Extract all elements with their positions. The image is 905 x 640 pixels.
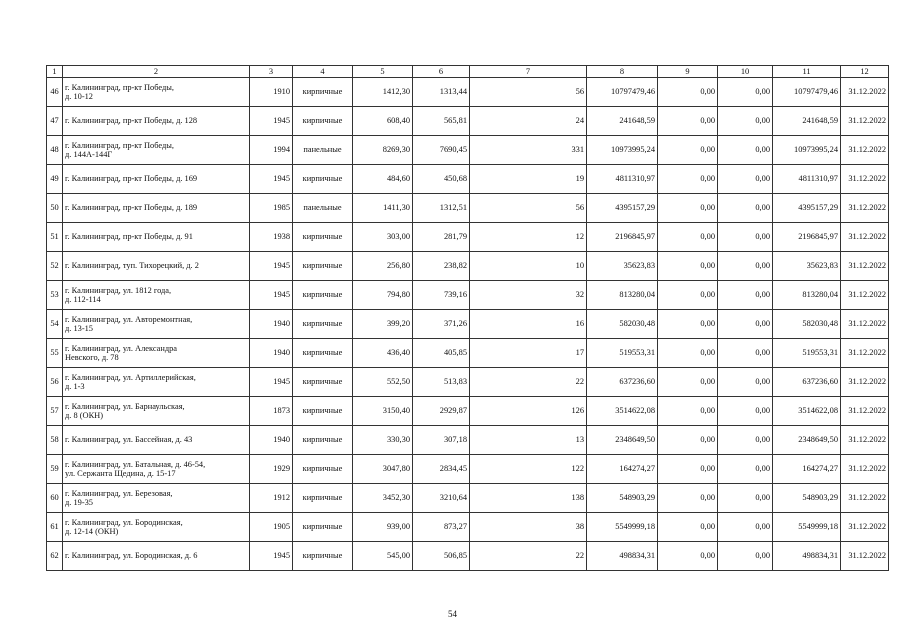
cell-living-area: 7690,45 — [413, 136, 470, 165]
cell-deadline-date: 31.12.2022 — [841, 426, 889, 455]
cell-year-built: 1945 — [250, 542, 293, 571]
cell-residents-count: 138 — [470, 484, 587, 513]
cell-cost-column-10: 0,00 — [718, 281, 773, 310]
cell-cost-column-11: 3514622,08 — [773, 397, 841, 426]
cell-living-area: 2834,45 — [413, 455, 470, 484]
table-row — [47, 136, 889, 165]
cell-cost-column-11: 4395157,29 — [773, 194, 841, 223]
cell-address: г. Калининград, пр-кт Победы, д. 128 — [63, 107, 250, 136]
cell-cost-column-10: 0,00 — [718, 107, 773, 136]
cell-living-area: 238,82 — [413, 252, 470, 281]
cell-deadline-date: 31.12.2022 — [841, 455, 889, 484]
cell-cost-column-9: 0,00 — [658, 484, 718, 513]
cell-row-number: 55 — [47, 339, 63, 368]
cell-cost-column-11: 637236,60 — [773, 368, 841, 397]
column-header: 10 — [718, 66, 773, 78]
cell-living-area: 1313,44 — [413, 78, 470, 107]
cell-residents-count: 22 — [470, 368, 587, 397]
cell-deadline-date: 31.12.2022 — [841, 194, 889, 223]
cell-living-area: 3210,64 — [413, 484, 470, 513]
cell-total-area: 1411,30 — [353, 194, 413, 223]
cell-residents-count: 126 — [470, 397, 587, 426]
cell-wall-material: кирпичные — [293, 252, 353, 281]
cell-row-number: 60 — [47, 484, 63, 513]
cell-total-area: 436,40 — [353, 339, 413, 368]
cell-total-cost: 498834,31 — [587, 542, 658, 571]
cell-row-number: 54 — [47, 310, 63, 339]
table-row — [47, 281, 889, 310]
cell-wall-material: кирпичные — [293, 107, 353, 136]
table-row — [47, 339, 889, 368]
cell-year-built: 1929 — [250, 455, 293, 484]
cell-year-built: 1905 — [250, 513, 293, 542]
cell-row-number: 47 — [47, 107, 63, 136]
cell-cost-column-10: 0,00 — [718, 165, 773, 194]
cell-row-number: 46 — [47, 78, 63, 107]
cell-cost-column-10: 0,00 — [718, 542, 773, 571]
cell-year-built: 1940 — [250, 339, 293, 368]
cell-cost-column-9: 0,00 — [658, 397, 718, 426]
cell-cost-column-9: 0,00 — [658, 339, 718, 368]
cell-cost-column-9: 0,00 — [658, 281, 718, 310]
table-row — [47, 455, 889, 484]
cell-cost-column-10: 0,00 — [718, 339, 773, 368]
cell-living-area: 506,85 — [413, 542, 470, 571]
cell-address: г. Калининград, ул. Батальная, д. 46-54, ул. Сержанта Щедина, д. 15-17 — [63, 455, 250, 484]
cell-residents-count: 122 — [470, 455, 587, 484]
cell-address: г. Калининград, ул. Березовая, д. 19-35 — [63, 484, 250, 513]
cell-total-cost: 519553,31 — [587, 339, 658, 368]
cell-total-cost: 10973995,24 — [587, 136, 658, 165]
cell-living-area: 307,18 — [413, 426, 470, 455]
cell-total-cost: 5549999,18 — [587, 513, 658, 542]
cell-address: г. Калининград, ул. Александра Невского, д. 78 — [63, 339, 250, 368]
cell-living-area: 405,85 — [413, 339, 470, 368]
cell-year-built: 1945 — [250, 368, 293, 397]
cell-cost-column-10: 0,00 — [718, 426, 773, 455]
cell-total-area: 939,00 — [353, 513, 413, 542]
cell-total-cost: 582030,48 — [587, 310, 658, 339]
cell-address: г. Калининград, пр-кт Победы, д. 189 — [63, 194, 250, 223]
cell-deadline-date: 31.12.2022 — [841, 513, 889, 542]
cell-year-built: 1945 — [250, 165, 293, 194]
column-header: 11 — [773, 66, 841, 78]
cell-address: г. Калининград, ул. Бородинская, д. 6 — [63, 542, 250, 571]
cell-cost-column-9: 0,00 — [658, 513, 718, 542]
cell-wall-material: панельные — [293, 136, 353, 165]
cell-address: г. Калининград, ул. Бассейная, д. 43 — [63, 426, 250, 455]
table-row — [47, 426, 889, 455]
cell-row-number: 61 — [47, 513, 63, 542]
cell-total-cost: 2348649,50 — [587, 426, 658, 455]
cell-cost-column-10: 0,00 — [718, 78, 773, 107]
cell-year-built: 1994 — [250, 136, 293, 165]
cell-total-cost: 4395157,29 — [587, 194, 658, 223]
cell-total-cost: 3514622,08 — [587, 397, 658, 426]
cell-deadline-date: 31.12.2022 — [841, 223, 889, 252]
cell-row-number: 53 — [47, 281, 63, 310]
cell-total-cost: 10797479,46 — [587, 78, 658, 107]
cell-cost-column-9: 0,00 — [658, 368, 718, 397]
cell-cost-column-11: 519553,31 — [773, 339, 841, 368]
cell-cost-column-10: 0,00 — [718, 194, 773, 223]
cell-deadline-date: 31.12.2022 — [841, 107, 889, 136]
cell-cost-column-9: 0,00 — [658, 223, 718, 252]
cell-cost-column-10: 0,00 — [718, 397, 773, 426]
cell-cost-column-10: 0,00 — [718, 252, 773, 281]
cell-residents-count: 56 — [470, 78, 587, 107]
cell-wall-material: кирпичные — [293, 281, 353, 310]
cell-residents-count: 38 — [470, 513, 587, 542]
column-header: 5 — [353, 66, 413, 78]
cell-total-area: 399,20 — [353, 310, 413, 339]
cell-row-number: 59 — [47, 455, 63, 484]
cell-year-built: 1938 — [250, 223, 293, 252]
cell-total-cost: 4811310,97 — [587, 165, 658, 194]
cell-wall-material: кирпичные — [293, 513, 353, 542]
cell-residents-count: 16 — [470, 310, 587, 339]
cell-deadline-date: 31.12.2022 — [841, 78, 889, 107]
cell-cost-column-9: 0,00 — [658, 310, 718, 339]
cell-address: г. Калининград, ул. Артиллерийская, д. 1-3 — [63, 368, 250, 397]
cell-residents-count: 331 — [470, 136, 587, 165]
cell-wall-material: кирпичные — [293, 484, 353, 513]
cell-cost-column-9: 0,00 — [658, 136, 718, 165]
registry-table — [46, 65, 889, 571]
cell-row-number: 50 — [47, 194, 63, 223]
table-row — [47, 194, 889, 223]
cell-living-area: 1312,51 — [413, 194, 470, 223]
cell-cost-column-11: 5549999,18 — [773, 513, 841, 542]
cell-cost-column-11: 4811310,97 — [773, 165, 841, 194]
column-header: 12 — [841, 66, 889, 78]
cell-total-area: 3452,30 — [353, 484, 413, 513]
cell-cost-column-11: 582030,48 — [773, 310, 841, 339]
table-row — [47, 252, 889, 281]
cell-residents-count: 17 — [470, 339, 587, 368]
cell-cost-column-11: 2348649,50 — [773, 426, 841, 455]
cell-total-cost: 2196845,97 — [587, 223, 658, 252]
cell-cost-column-10: 0,00 — [718, 310, 773, 339]
cell-address: г. Калининград, ул. 1812 года, д. 112-114 — [63, 281, 250, 310]
cell-total-cost: 637236,60 — [587, 368, 658, 397]
table-row — [47, 107, 889, 136]
cell-total-area: 3150,40 — [353, 397, 413, 426]
cell-year-built: 1910 — [250, 78, 293, 107]
cell-cost-column-9: 0,00 — [658, 107, 718, 136]
table-row — [47, 368, 889, 397]
cell-living-area: 2929,87 — [413, 397, 470, 426]
page-number: 54 — [448, 609, 457, 619]
cell-address: г. Калининград, ул. Барнаульская, д. 8 (ОКН) — [63, 397, 250, 426]
cell-year-built: 1945 — [250, 252, 293, 281]
cell-residents-count: 32 — [470, 281, 587, 310]
cell-cost-column-11: 2196845,97 — [773, 223, 841, 252]
cell-total-area: 545,00 — [353, 542, 413, 571]
cell-residents-count: 10 — [470, 252, 587, 281]
cell-year-built: 1940 — [250, 426, 293, 455]
cell-year-built: 1873 — [250, 397, 293, 426]
cell-deadline-date: 31.12.2022 — [841, 281, 889, 310]
cell-cost-column-11: 10973995,24 — [773, 136, 841, 165]
cell-cost-column-11: 10797479,46 — [773, 78, 841, 107]
cell-living-area: 873,27 — [413, 513, 470, 542]
cell-cost-column-10: 0,00 — [718, 136, 773, 165]
cell-total-area: 608,40 — [353, 107, 413, 136]
cell-total-cost: 813280,04 — [587, 281, 658, 310]
cell-row-number: 57 — [47, 397, 63, 426]
column-header: 2 — [63, 66, 250, 78]
cell-deadline-date: 31.12.2022 — [841, 397, 889, 426]
cell-cost-column-9: 0,00 — [658, 426, 718, 455]
cell-wall-material: кирпичные — [293, 397, 353, 426]
cell-row-number: 52 — [47, 252, 63, 281]
cell-cost-column-11: 813280,04 — [773, 281, 841, 310]
cell-deadline-date: 31.12.2022 — [841, 310, 889, 339]
cell-total-area: 256,80 — [353, 252, 413, 281]
cell-cost-column-9: 0,00 — [658, 165, 718, 194]
column-header: 4 — [293, 66, 353, 78]
cell-year-built: 1945 — [250, 281, 293, 310]
cell-cost-column-10: 0,00 — [718, 223, 773, 252]
cell-deadline-date: 31.12.2022 — [841, 165, 889, 194]
cell-wall-material: кирпичные — [293, 426, 353, 455]
cell-wall-material: кирпичные — [293, 223, 353, 252]
cell-deadline-date: 31.12.2022 — [841, 484, 889, 513]
cell-address: г. Калининград, пр-кт Победы, д. 91 — [63, 223, 250, 252]
cell-cost-column-9: 0,00 — [658, 542, 718, 571]
cell-row-number: 56 — [47, 368, 63, 397]
cell-address: г. Калининград, пр-кт Победы, д. 169 — [63, 165, 250, 194]
cell-address: г. Калининград, ул. Бородинская, д. 12-14 (ОКН) — [63, 513, 250, 542]
cell-cost-column-11: 241648,59 — [773, 107, 841, 136]
table-row — [47, 165, 889, 194]
cell-year-built: 1912 — [250, 484, 293, 513]
cell-deadline-date: 31.12.2022 — [841, 252, 889, 281]
cell-wall-material: кирпичные — [293, 310, 353, 339]
cell-living-area: 371,26 — [413, 310, 470, 339]
column-header: 8 — [587, 66, 658, 78]
cell-address: г. Калининград, ул. Авторемонтная, д. 13-15 — [63, 310, 250, 339]
table-row — [47, 484, 889, 513]
cell-residents-count: 24 — [470, 107, 587, 136]
cell-wall-material: кирпичные — [293, 455, 353, 484]
cell-row-number: 62 — [47, 542, 63, 571]
cell-address: г. Калининград, пр-кт Победы, д. 10-12 — [63, 78, 250, 107]
cell-living-area: 565,81 — [413, 107, 470, 136]
cell-deadline-date: 31.12.2022 — [841, 368, 889, 397]
cell-total-cost: 241648,59 — [587, 107, 658, 136]
cell-address: г. Калининград, пр-кт Победы, д. 144А-144Г — [63, 136, 250, 165]
cell-cost-column-9: 0,00 — [658, 252, 718, 281]
cell-row-number: 51 — [47, 223, 63, 252]
cell-wall-material: кирпичные — [293, 78, 353, 107]
cell-year-built: 1985 — [250, 194, 293, 223]
cell-cost-column-11: 498834,31 — [773, 542, 841, 571]
cell-wall-material: кирпичные — [293, 339, 353, 368]
header-row — [47, 66, 889, 78]
table-row — [47, 513, 889, 542]
cell-cost-column-9: 0,00 — [658, 78, 718, 107]
table-row — [47, 223, 889, 252]
cell-total-area: 794,80 — [353, 281, 413, 310]
cell-total-area: 552,50 — [353, 368, 413, 397]
cell-cost-column-9: 0,00 — [658, 194, 718, 223]
table-body — [47, 78, 889, 571]
cell-living-area: 513,83 — [413, 368, 470, 397]
cell-total-area: 484,60 — [353, 165, 413, 194]
cell-cost-column-11: 35623,83 — [773, 252, 841, 281]
table-row — [47, 78, 889, 107]
cell-deadline-date: 31.12.2022 — [841, 542, 889, 571]
cell-wall-material: кирпичные — [293, 542, 353, 571]
table-row — [47, 542, 889, 571]
cell-living-area: 281,79 — [413, 223, 470, 252]
column-header: 1 — [47, 66, 63, 78]
cell-address: г. Калининград, туп. Тихорецкий, д. 2 — [63, 252, 250, 281]
cell-total-area: 8269,30 — [353, 136, 413, 165]
column-header: 7 — [470, 66, 587, 78]
cell-cost-column-10: 0,00 — [718, 368, 773, 397]
cell-total-area: 1412,30 — [353, 78, 413, 107]
cell-total-area: 330,30 — [353, 426, 413, 455]
cell-living-area: 450,68 — [413, 165, 470, 194]
cell-wall-material: кирпичные — [293, 165, 353, 194]
cell-total-cost: 164274,27 — [587, 455, 658, 484]
cell-deadline-date: 31.12.2022 — [841, 136, 889, 165]
cell-row-number: 49 — [47, 165, 63, 194]
cell-cost-column-11: 548903,29 — [773, 484, 841, 513]
cell-wall-material: кирпичные — [293, 368, 353, 397]
cell-residents-count: 19 — [470, 165, 587, 194]
cell-year-built: 1940 — [250, 310, 293, 339]
cell-row-number: 48 — [47, 136, 63, 165]
cell-year-built: 1945 — [250, 107, 293, 136]
cell-residents-count: 12 — [470, 223, 587, 252]
column-header: 9 — [658, 66, 718, 78]
cell-wall-material: панельные — [293, 194, 353, 223]
cell-cost-column-10: 0,00 — [718, 513, 773, 542]
cell-total-area: 3047,80 — [353, 455, 413, 484]
table-row — [47, 310, 889, 339]
cell-cost-column-10: 0,00 — [718, 484, 773, 513]
cell-residents-count: 13 — [470, 426, 587, 455]
table-row — [47, 397, 889, 426]
cell-living-area: 739,16 — [413, 281, 470, 310]
cell-cost-column-11: 164274,27 — [773, 455, 841, 484]
cell-residents-count: 56 — [470, 194, 587, 223]
cell-total-cost: 548903,29 — [587, 484, 658, 513]
cell-cost-column-9: 0,00 — [658, 455, 718, 484]
cell-deadline-date: 31.12.2022 — [841, 339, 889, 368]
cell-total-cost: 35623,83 — [587, 252, 658, 281]
cell-total-area: 303,00 — [353, 223, 413, 252]
cell-cost-column-10: 0,00 — [718, 455, 773, 484]
cell-residents-count: 22 — [470, 542, 587, 571]
column-header: 3 — [250, 66, 293, 78]
cell-row-number: 58 — [47, 426, 63, 455]
column-header: 6 — [413, 66, 470, 78]
